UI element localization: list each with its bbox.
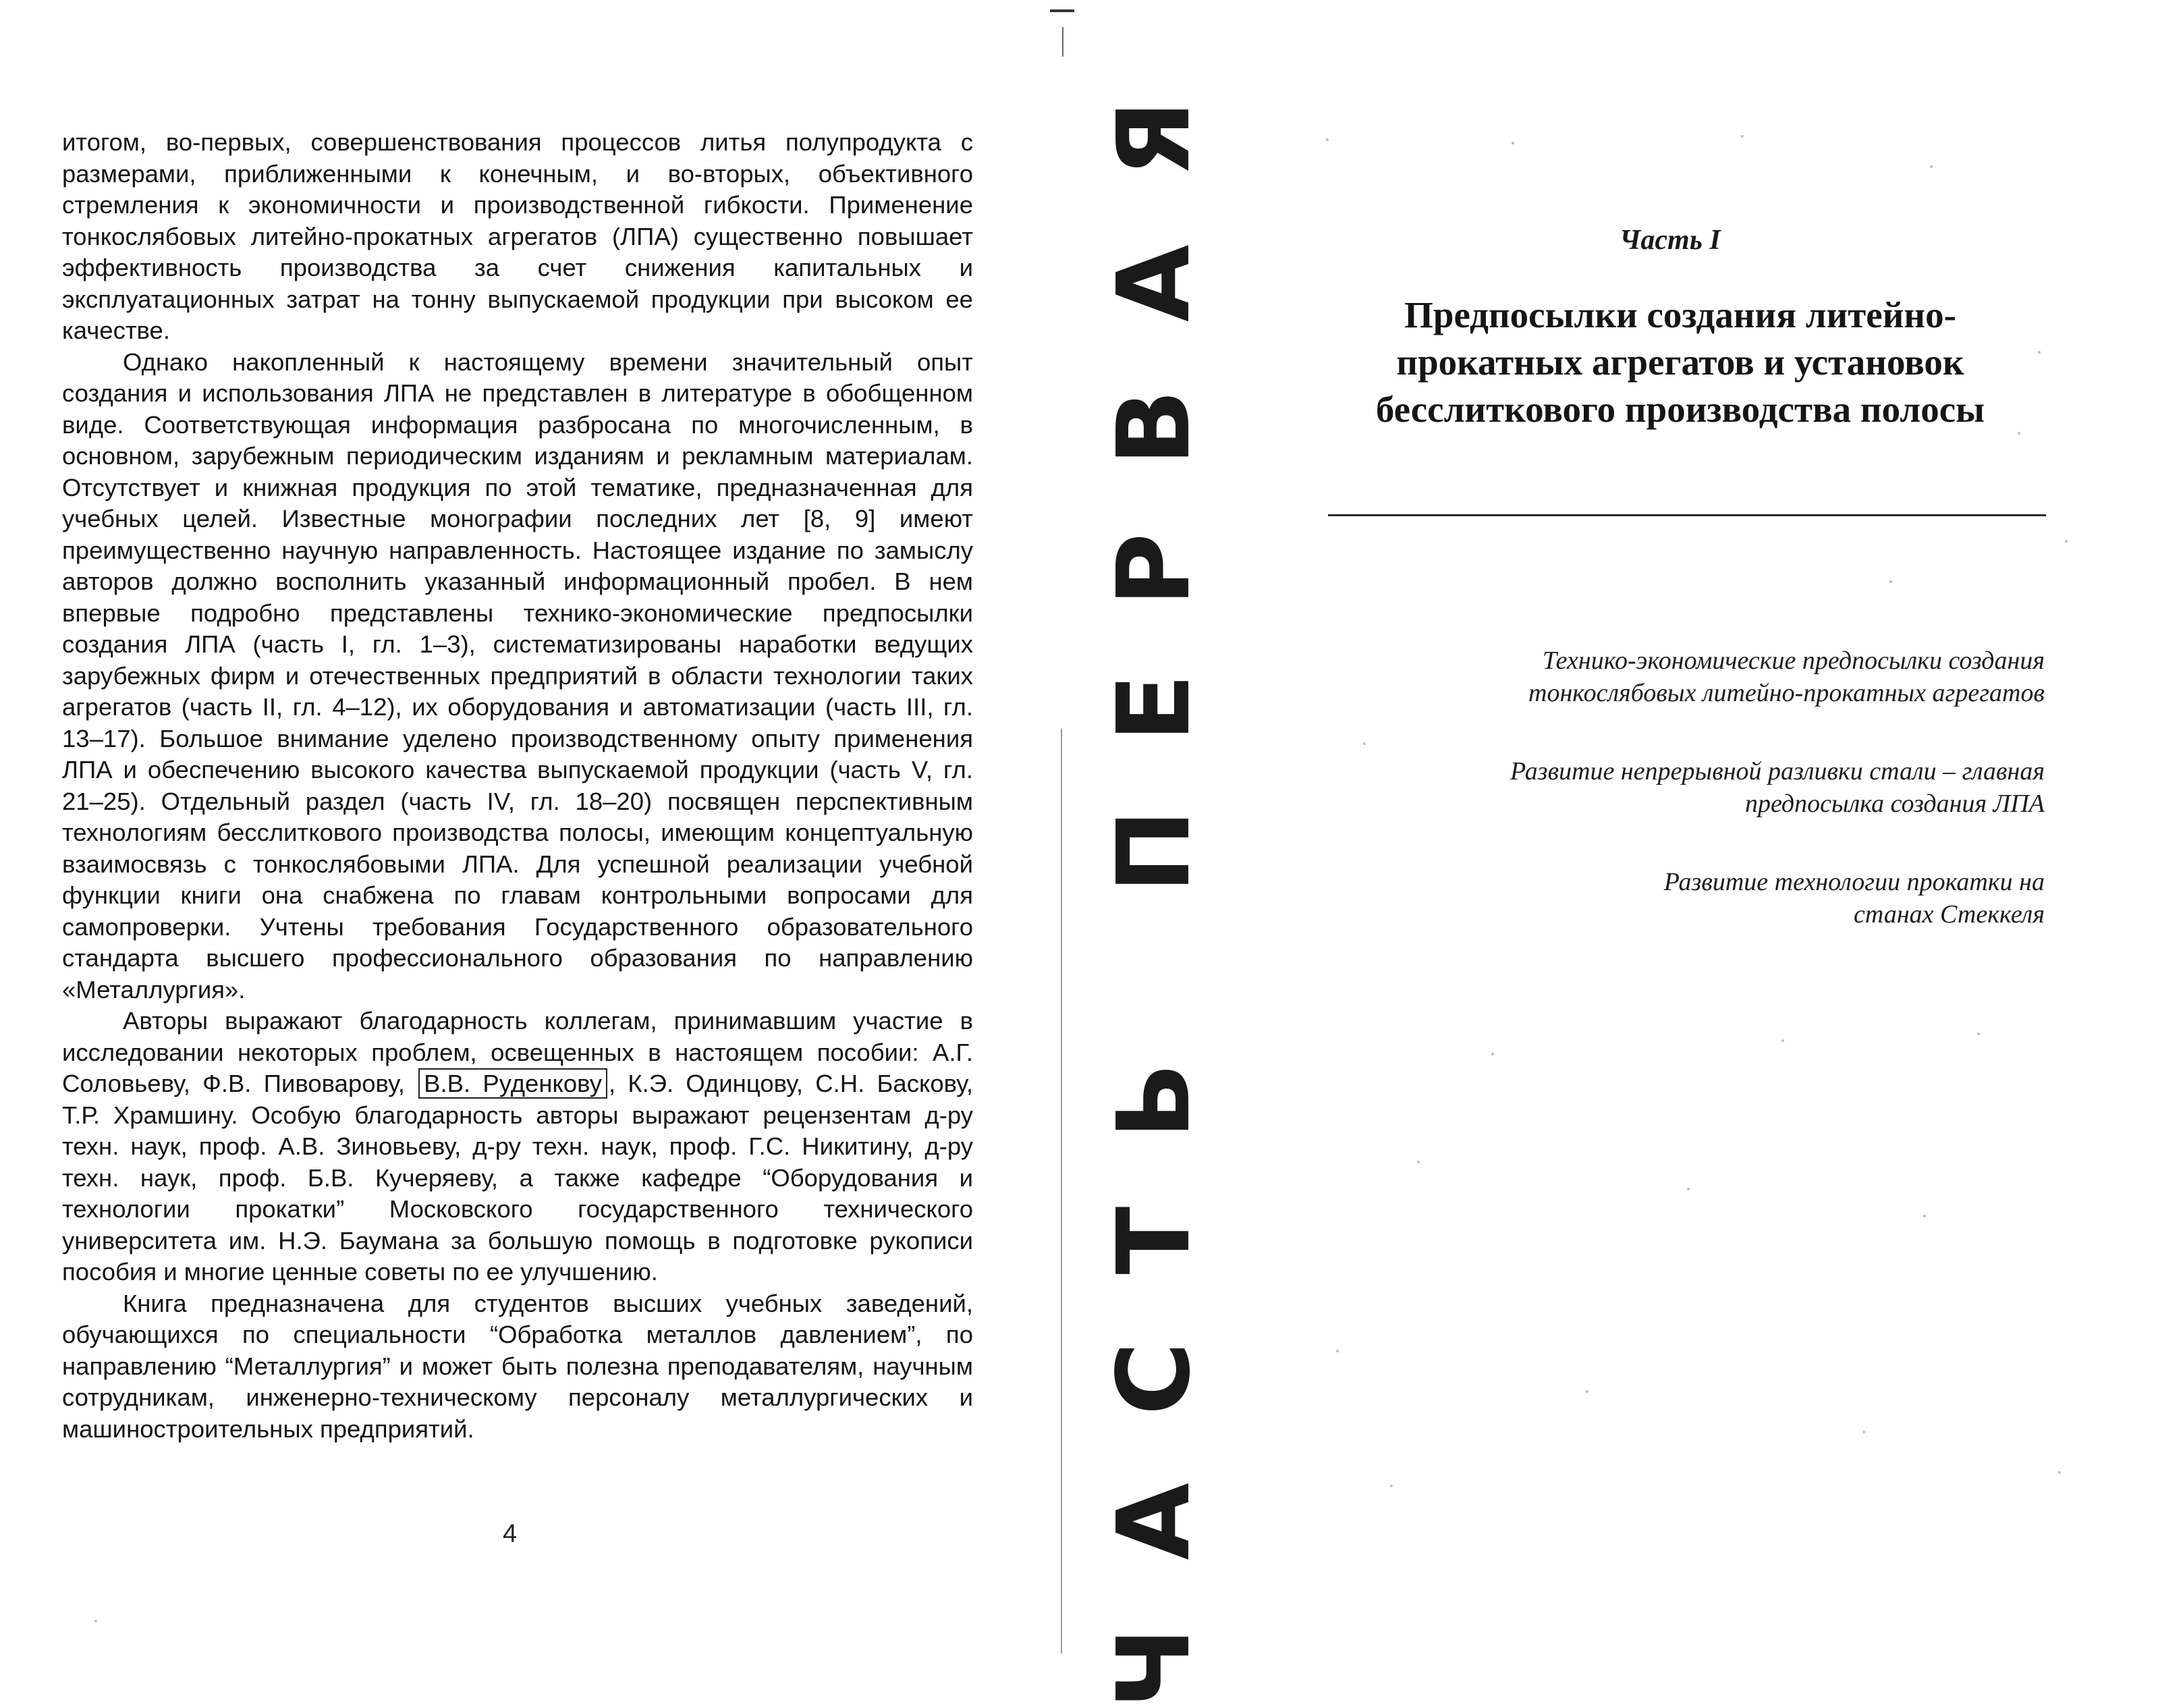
scan-speck [1512, 142, 1514, 144]
chapter-item: Технико-экономические предпосылки создания тонкослябовых литейно-прокатных агрегатов [1528, 646, 2045, 707]
page-number: 4 [503, 1520, 518, 1548]
scan-speck [1363, 742, 1366, 745]
scan-speck [1687, 1188, 1690, 1190]
scan-speck [1336, 1350, 1339, 1352]
part-label: Часть I [1620, 225, 1721, 256]
part-heading: Предпосылки создания литейно-прокатных агрегатов и установок бесслиткового производства полосы [1375, 294, 1985, 430]
gutter-mark [1050, 9, 1074, 12]
scan-speck [1977, 1032, 1980, 1035]
scan-speck [2038, 351, 2041, 354]
scan-speck [1491, 1053, 1494, 1055]
scan-speck [2065, 540, 2068, 543]
scan-speck [1781, 1039, 1784, 1042]
chapter-item: Развитие технологии прокатки на станах Стеккеля [1663, 868, 2045, 929]
boxed-name: В.В. Руденкову [418, 1068, 607, 1099]
paragraph-2: Однако накопленный к настоящему времени значительный опыт создания и использования ЛПА не представлен в литературе в обобщенном виде. Соответствующая информация разбросана по многочисленным, в основном, зарубежным периодическим изданиям и рекламным материалам. Отсутствует и книжная продукция по этой тематике, предназначенная для учебных целей. Известные монографии последних лет [8, 9] имеют преимущественно научную направленность. Настоящее издание по замыслу авторов должно восполнить указанный информационный пробел. В нем впервые подробно представлены технико-экономические предпосылки создания ЛПА (часть I, гл. 1–3), систематизированы наработки ведущих зарубежных фирм и отечественных предприятий в области технологии таких агрегатов (часть II, гл. 4–12), их оборудования и автоматизации (часть III, гл. 13–17). Большое внимание уделено производственному опыту применения ЛПА и обеспечению высокого качества выпускаемой продукции (часть V, гл. 21–25). Отдельный раздел (часть IV, гл. 18–20) посвящен перспективным технологиям бесслиткового производства полосы, имеющим концептуальную взаимосвязь с тонкослябовыми ЛПА. Для успешной реализации учебной функции книги она снабжена по главам контрольными вопросами для самопроверки. Учтены требования Государственного образовательного стандарта высшего профессионального образования по направлению «Металлургия». [62, 348, 973, 1003]
scan-speck [1390, 1485, 1393, 1487]
scan-speck [94, 1620, 97, 1622]
gutter-tick [1062, 27, 1063, 57]
vertical-part-title: ЧАСТЬ ПЕРВАЯ [1096, 32, 1212, 1708]
thanks-text-after: , К.Э. Одинцову, С.Н. Баскову, Т.Р. Храмшину. Особую благодарность авторы выражают рецензентам д-ру техн. наук, проф. А.В. Зиновьеву, д-ру техн. наук, проф. Г.С. Никитину, д-ру техн. наук, проф. Б.В. Кучеряеву, а также кафедре “Оборудования и технологии прокатки” Московского государственного технического университета им. Н.Э. Баумана за большую помощь в подготовке рукописи пособия и многие ценные советы по ее улучшению. [62, 1070, 973, 1286]
heading-rule [1328, 514, 2046, 516]
chapter-list [1343, 644, 2045, 976]
chapter-item: Развитие непрерывной разливки стали – главная предпосылка создания ЛПА [1510, 757, 2045, 818]
preface-text [62, 127, 973, 1445]
paragraph-acknowledgements [62, 1005, 973, 1288]
scan-speck [1326, 138, 1329, 141]
scan-speck [1417, 1161, 1420, 1163]
scan-speck [1586, 1390, 1588, 1393]
scan-speck [1930, 165, 1933, 168]
scan-speck [2018, 432, 2020, 435]
thanks-text-before: Авторы выражают благодарность коллегам, принимавшим участие в исследовании некоторых проблем, освещенных в настоящем пособии: А.Г. Соловьеву, Ф.В. Пивоварову, [62, 1007, 973, 1097]
scan-speck [2058, 1471, 2061, 1474]
scan-speck [1923, 1215, 1926, 1217]
gutter-line [1061, 729, 1062, 1653]
left-page [0, 0, 1053, 1657]
paragraph-1: итогом, во-первых, совершенствования процессов литья полупродукта с размерами, приближенными к конечным, и во-вторых, объективного стремления к экономичности и производственной гибкости. Применение тонкослябовых литейно-прокатных агрегатов (ЛПА) существенно повышает эффективность производства за счет снижения капитальных и эксплуатационных затрат на тонну выпускаемой продукции при высоком ее качестве. [62, 128, 973, 344]
scan-speck [1741, 135, 1744, 138]
scan-speck [1889, 580, 1892, 583]
paragraph-audience: Книга предназначена для студентов высших учебных заведений, обучающихся по специальности “Обработка металлов давлением”, по направлению “Металлургия” и может быть полезна преподавателям, научным сотрудникам, инженерно-техническому персоналу металлургических и машиностроительных предприятий. [62, 1289, 973, 1443]
scan-speck [1862, 1431, 1865, 1433]
